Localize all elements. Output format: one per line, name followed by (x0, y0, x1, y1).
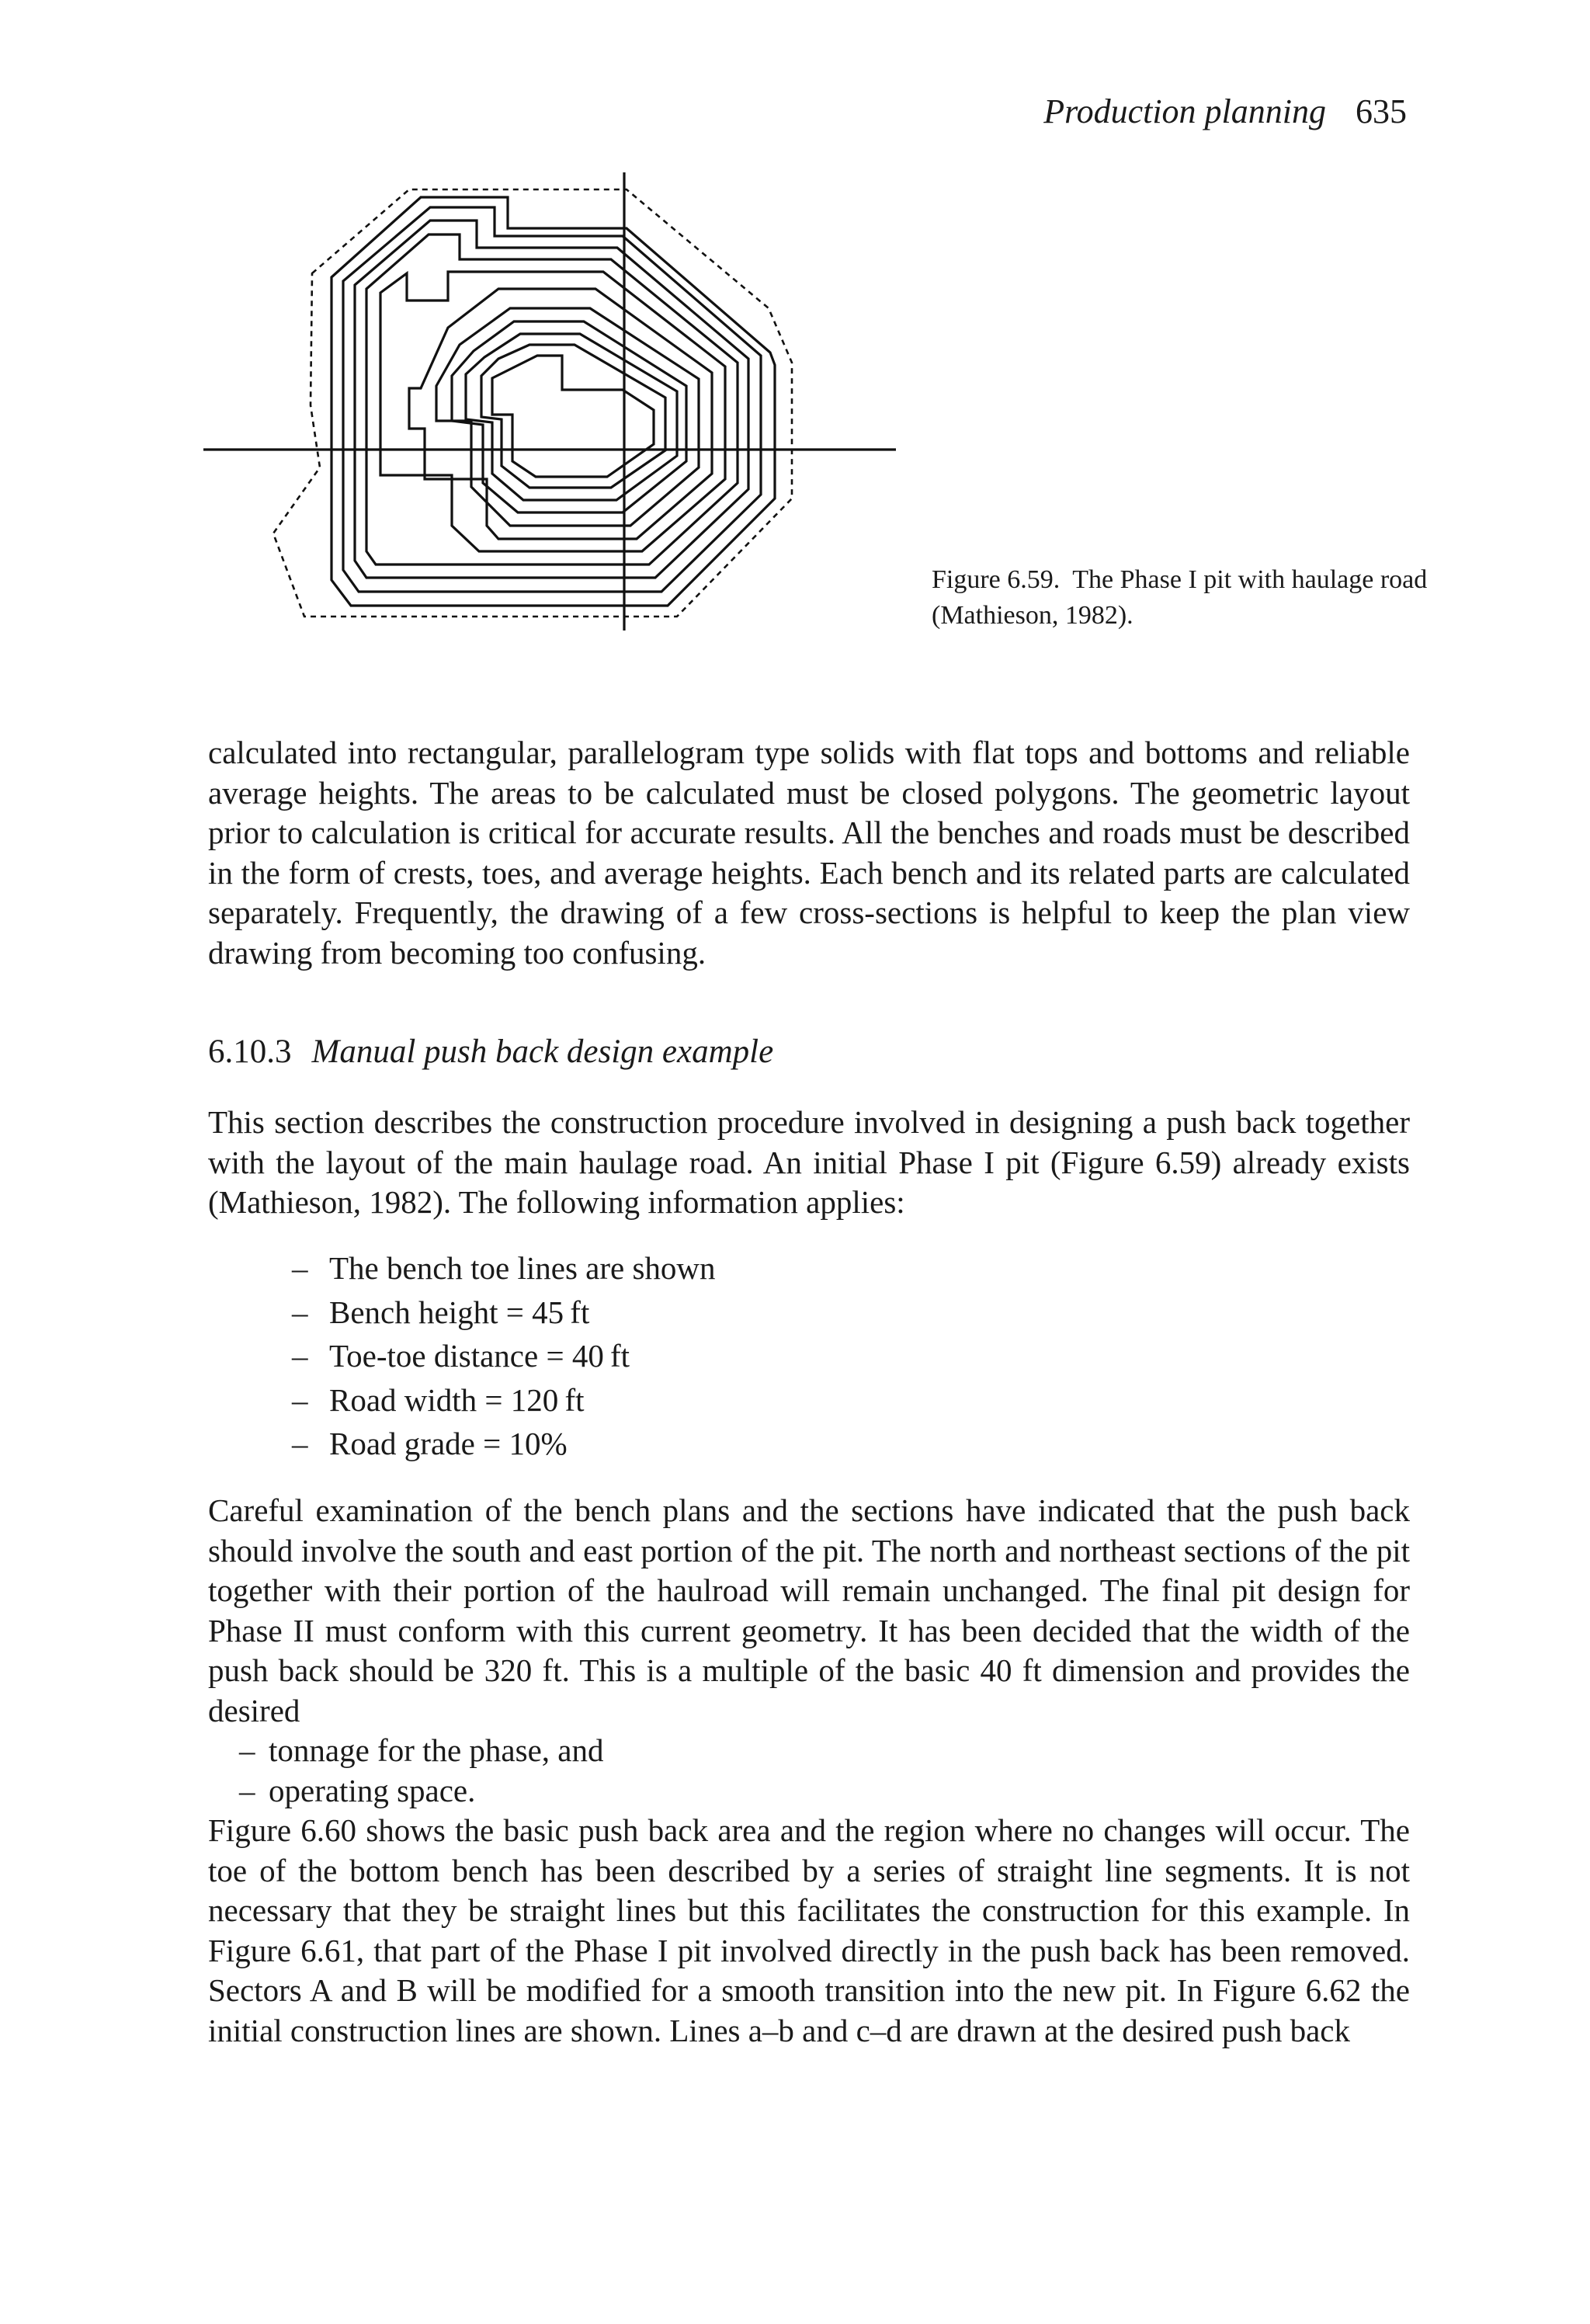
paragraph-push-back (208, 1491, 1410, 2051)
paragraph-push-back-figures: Figure 6.60 shows the basic push back area and the region where no changes will occur. The toe of the bottom bench has been described by a series of straight line segments. It is not necessary that they be straight lines but this facilitates the construction for this example. In Figure 6.61, that part of the Phase I pit involved directly in the push back has been removed. Sectors A and B will be modified for a smooth transition into the new pit. In Figure 6.62 the initial construction lines are shown. Lines a–b and c–d are drawn at the desired push back (208, 1812, 1410, 2048)
page-number: 635 (1356, 92, 1407, 130)
running-head (1043, 92, 1407, 131)
list-item: – Road width = 120 ft (292, 1378, 716, 1423)
bench-toe-line-3 (355, 221, 748, 578)
running-title: Production planning (1043, 92, 1326, 130)
paragraph-push-back-intro: Careful examination of the bench plans and the sections have indicated that the push back should involve the south and east portion of the pit. The north and northeast sections of the pit together with their portion of the haulroad will remain unchanged. The final pit design for Phase II must conform with this current geometry. It has been decided that the width of the push back should be 320 ft. This is a multiple of the basic 40 ft dimension and provides the desired (208, 1492, 1410, 1728)
figure-caption (932, 562, 1429, 634)
bench-toe-line-5 (380, 272, 725, 551)
figure-caption-text: The Phase I pit with haulage road (Mathieson, 1982). (932, 565, 1428, 630)
paragraph-calculation: calculated into rectangular, parallelogram type solids with flat tops and bottoms and reliable average heights. The areas to be calculated must be closed polygons. The geometric layout prior to calculation is critical for accurate results. All the benches and roads must be described in the form of crests, toes, and average heights. Each bench and its related parts are calculated separately. Frequently, the drawing of a few cross-sections is helpful to keep the plan view drawing from becoming too confusing. (208, 735, 1410, 971)
list-item: – Toe-toe distance = 40 ft (292, 1334, 716, 1378)
list-item: – tonnage for the phase, and (239, 1731, 1410, 1771)
list-item: – Road grade = 10% (292, 1422, 716, 1466)
bench-toe-line-7 (436, 308, 699, 526)
list-item: – Bench height = 45 ft (292, 1291, 716, 1335)
pit-bottom-toe (492, 356, 654, 477)
push-back-benefits-list (208, 1731, 1410, 1811)
design-parameters-list (292, 1246, 716, 1466)
section-heading (208, 1033, 773, 1071)
section-number: 6.10.3 (208, 1033, 292, 1070)
bench-toe-line-10 (481, 345, 665, 488)
paragraph-construction-procedure: This section describes the construction procedure involved in designing a push back together with the layout of the main haulage road. An initial Phase I pit (Figure 6.59) already exists (Mathieson, 1982). The following information applies: (208, 1104, 1410, 1220)
list-item: – operating space. (239, 1771, 1410, 1812)
figure-phase-one-pit (203, 172, 902, 631)
pit-plan-drawing (203, 172, 902, 631)
section-title: Manual push back design example (311, 1033, 774, 1070)
list-item: – The bench toe lines are shown (292, 1246, 716, 1291)
bench-toe-line-4 (366, 234, 738, 564)
figure-label: Figure 6.59. (932, 565, 1061, 594)
